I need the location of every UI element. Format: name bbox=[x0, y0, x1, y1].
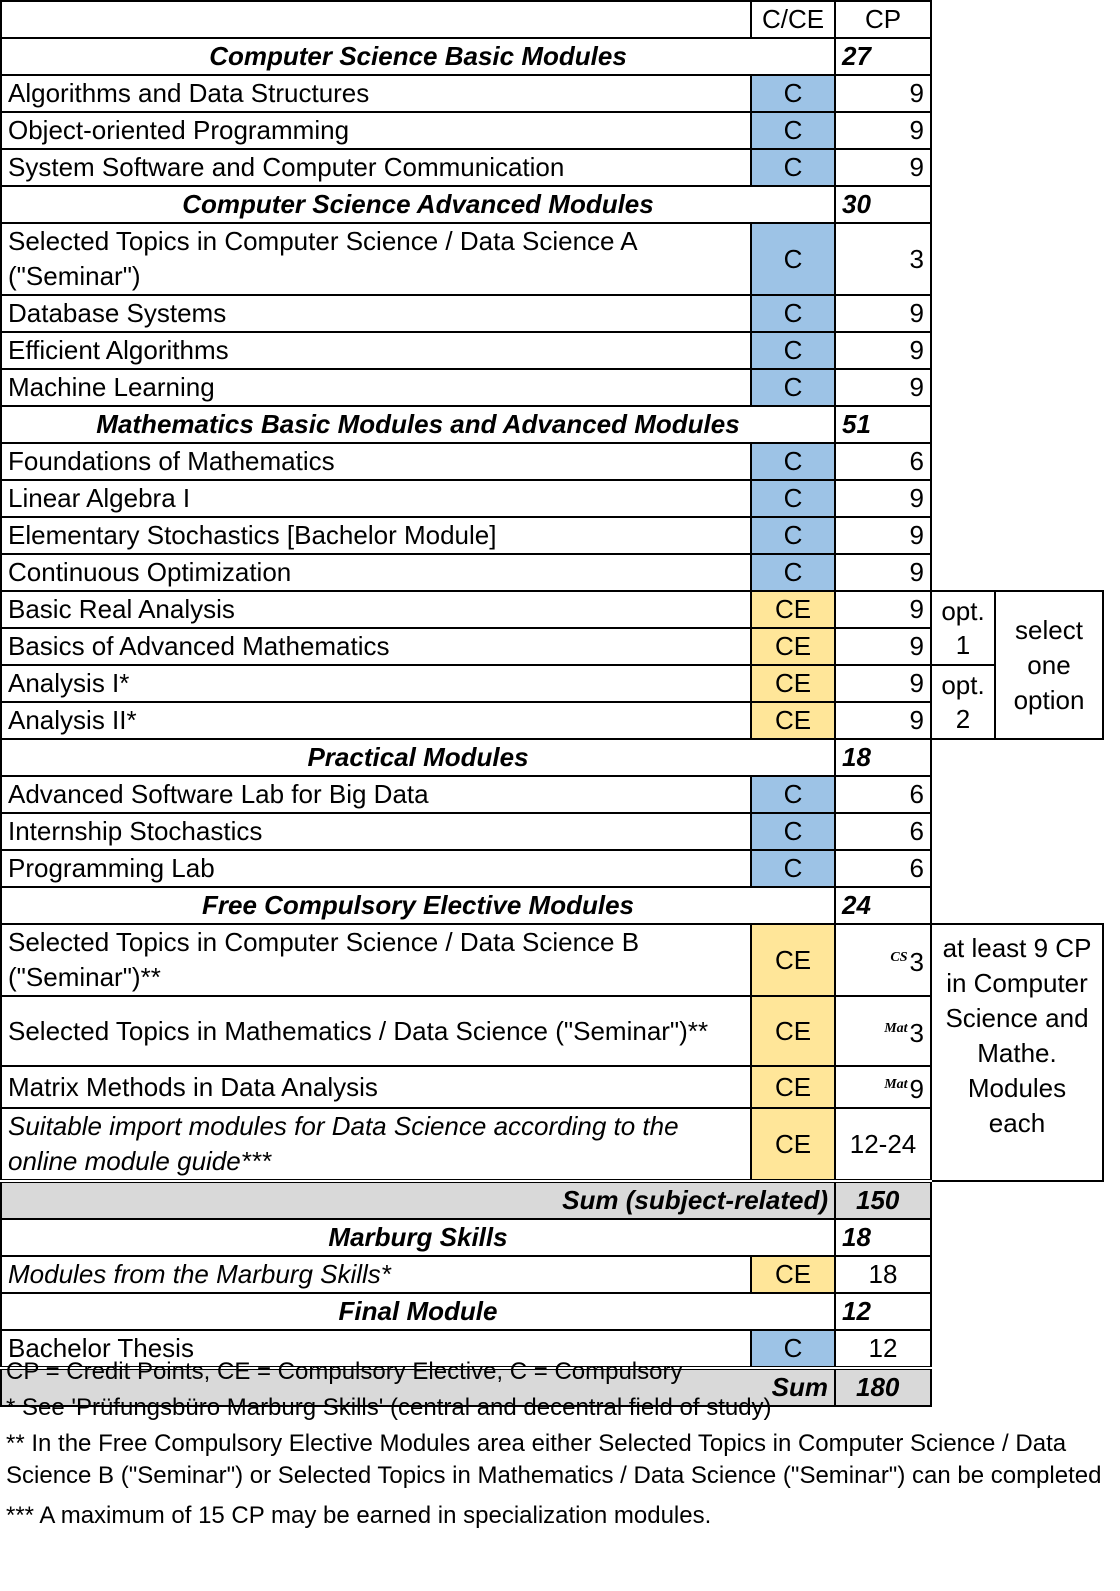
module-type: C bbox=[751, 112, 835, 149]
module-type: CE bbox=[751, 1066, 835, 1108]
module-type: CE bbox=[751, 665, 835, 702]
module-type: C bbox=[751, 332, 835, 369]
subject-sum-label: Sum (subject-related) bbox=[1, 1181, 835, 1219]
mat-tag: Mat bbox=[884, 1021, 908, 1036]
module-type: C bbox=[751, 813, 835, 850]
section-title: Mathematics Basic Modules and Advanced Modules bbox=[1, 406, 835, 443]
table-row bbox=[1, 813, 1103, 850]
module-cp: 9 bbox=[835, 480, 931, 517]
module-type: C bbox=[751, 75, 835, 112]
subject-sum-cp: 150 bbox=[835, 1181, 931, 1219]
section-row bbox=[1, 887, 1103, 924]
module-name: Machine Learning bbox=[1, 369, 751, 406]
header-cp: CP bbox=[835, 1, 931, 38]
section-row bbox=[1, 38, 1103, 75]
module-type: C bbox=[751, 369, 835, 406]
section-row bbox=[1, 1219, 1103, 1256]
option-2-label: opt. 2 bbox=[931, 665, 995, 739]
module-type: C bbox=[751, 149, 835, 186]
table-row bbox=[1, 924, 1103, 996]
free-elective-note: at least 9 CP in Computer Science and Mathe. Modules each bbox=[931, 924, 1103, 1181]
header-type: C/CE bbox=[751, 1, 835, 38]
select-one-option-note: select one option bbox=[995, 591, 1103, 739]
section-title: Marburg Skills bbox=[1, 1219, 835, 1256]
module-name: Efficient Algorithms bbox=[1, 332, 751, 369]
module-cp: 9 bbox=[835, 591, 931, 628]
total-label: Sum bbox=[1, 1368, 835, 1406]
footnote-2: ** In the Free Compulsory Elective Modules area either Selected Topics in Computer Science / Data Science B ("Seminar") or Selected Topics in Mathematics / Data Science ("Seminar") can be completed bbox=[6, 1430, 1102, 1489]
module-cp-cell bbox=[835, 924, 931, 996]
module-type: C bbox=[751, 554, 835, 591]
module-cp-cell bbox=[835, 1066, 931, 1108]
module-name: Foundations of Mathematics bbox=[1, 443, 751, 480]
module-cp: 9 bbox=[835, 702, 931, 739]
table-row bbox=[1, 75, 1103, 112]
module-cp: 9 bbox=[909, 1074, 924, 1104]
module-name: Programming Lab bbox=[1, 850, 751, 887]
module-type: CE bbox=[751, 1108, 835, 1181]
module-cp: 9 bbox=[835, 75, 931, 112]
module-cp: 6 bbox=[835, 776, 931, 813]
table-row bbox=[1, 480, 1103, 517]
module-type: C bbox=[751, 776, 835, 813]
module-cp: 3 bbox=[909, 1018, 924, 1048]
table-row bbox=[1, 223, 1103, 295]
section-cp: 12 bbox=[835, 1293, 931, 1330]
section-cp: 30 bbox=[835, 186, 931, 223]
module-name: System Software and Computer Communication bbox=[1, 149, 751, 186]
module-cp: 9 bbox=[835, 628, 931, 665]
module-type: C bbox=[751, 1330, 835, 1368]
module-type: CE bbox=[751, 591, 835, 628]
table-row bbox=[1, 112, 1103, 149]
table-row bbox=[1, 776, 1103, 813]
module-cp: 3 bbox=[909, 947, 924, 977]
module-cp: 6 bbox=[835, 443, 931, 480]
module-type: CE bbox=[751, 702, 835, 739]
section-row bbox=[1, 186, 1103, 223]
module-name: Selected Topics in Mathematics / Data Science ("Seminar")** bbox=[1, 996, 751, 1066]
module-type: CE bbox=[751, 924, 835, 996]
table-row bbox=[1, 850, 1103, 887]
table-row bbox=[1, 332, 1103, 369]
module-type: C bbox=[751, 295, 835, 332]
option-1-label: opt. 1 bbox=[931, 591, 995, 665]
module-name: Basic Real Analysis bbox=[1, 591, 751, 628]
section-cp: 27 bbox=[835, 38, 931, 75]
cs-tag: CS bbox=[890, 950, 908, 965]
section-row bbox=[1, 1293, 1103, 1330]
section-cp: 51 bbox=[835, 406, 931, 443]
table-row bbox=[1, 295, 1103, 332]
section-cp: 18 bbox=[835, 1219, 931, 1256]
module-type: C bbox=[751, 443, 835, 480]
module-cp-cell bbox=[835, 996, 931, 1066]
header-row bbox=[1, 1, 1103, 38]
module-name: Database Systems bbox=[1, 295, 751, 332]
table-row bbox=[1, 517, 1103, 554]
module-name: Algorithms and Data Structures bbox=[1, 75, 751, 112]
module-cp: 9 bbox=[835, 554, 931, 591]
module-cp: 9 bbox=[835, 332, 931, 369]
module-cp: 6 bbox=[835, 850, 931, 887]
table-row bbox=[1, 149, 1103, 186]
module-cp: 18 bbox=[835, 1256, 931, 1293]
table-row bbox=[1, 554, 1103, 591]
footnote-legend: CP = Credit Points, CE = Compulsory Elective, C = Compulsory bbox=[6, 1358, 683, 1385]
module-name: Linear Algebra I bbox=[1, 480, 751, 517]
module-cp: 12 bbox=[835, 1330, 931, 1368]
module-cp: 9 bbox=[835, 149, 931, 186]
module-cp: 9 bbox=[835, 517, 931, 554]
total-cp: 180 bbox=[835, 1368, 931, 1406]
module-name: Continuous Optimization bbox=[1, 554, 751, 591]
module-name: Basics of Advanced Mathematics bbox=[1, 628, 751, 665]
module-cp: 9 bbox=[835, 665, 931, 702]
module-cp: 3 bbox=[835, 223, 931, 295]
footnote-3: *** A maximum of 15 CP may be earned in specialization modules. bbox=[6, 1502, 712, 1529]
mat-tag: Mat bbox=[884, 1077, 908, 1092]
header-empty-cell bbox=[1, 1, 751, 38]
section-row bbox=[1, 406, 1103, 443]
section-title: Free Compulsory Elective Modules bbox=[1, 887, 835, 924]
module-name: Matrix Methods in Data Analysis bbox=[1, 1066, 751, 1108]
section-title: Computer Science Advanced Modules bbox=[1, 186, 835, 223]
section-title: Computer Science Basic Modules bbox=[1, 38, 835, 75]
module-name: Selected Topics in Computer Science / Data Science A ("Seminar") bbox=[1, 223, 751, 295]
module-name: Analysis I* bbox=[1, 665, 751, 702]
module-name: Object-oriented Programming bbox=[1, 112, 751, 149]
footnote-1: * See 'Prüfungsbüro Marburg Skills' (central and decentral field of study) bbox=[6, 1394, 772, 1421]
module-name: Analysis II* bbox=[1, 702, 751, 739]
module-type: C bbox=[751, 517, 835, 554]
module-type: C bbox=[751, 480, 835, 517]
module-type: CE bbox=[751, 996, 835, 1066]
module-cp: 9 bbox=[835, 295, 931, 332]
module-name: Modules from the Marburg Skills* bbox=[1, 1256, 751, 1293]
module-name: Suitable import modules for Data Science according to the online module guide*** bbox=[1, 1108, 751, 1181]
section-title: Final Module bbox=[1, 1293, 835, 1330]
table-row bbox=[1, 1256, 1103, 1293]
section-cp: 24 bbox=[835, 887, 931, 924]
sum-row bbox=[1, 1181, 1103, 1219]
module-type: C bbox=[751, 223, 835, 295]
table-row bbox=[1, 369, 1103, 406]
section-cp: 18 bbox=[835, 739, 931, 776]
module-type: CE bbox=[751, 1256, 835, 1293]
footnotes bbox=[6, 1356, 1106, 1536]
module-name: Selected Topics in Computer Science / Data Science B ("Seminar")** bbox=[1, 924, 751, 996]
module-cp: 9 bbox=[835, 369, 931, 406]
module-type: C bbox=[751, 850, 835, 887]
table-row bbox=[1, 443, 1103, 480]
module-name: Internship Stochastics bbox=[1, 813, 751, 850]
module-name: Advanced Software Lab for Big Data bbox=[1, 776, 751, 813]
module-cp: 9 bbox=[835, 112, 931, 149]
module-name: Bachelor Thesis bbox=[1, 1330, 751, 1368]
module-cp: 6 bbox=[835, 813, 931, 850]
table-row bbox=[1, 591, 1103, 628]
section-row bbox=[1, 739, 1103, 776]
module-type: CE bbox=[751, 628, 835, 665]
section-title: Practical Modules bbox=[1, 739, 835, 776]
table-row bbox=[1, 665, 1103, 702]
module-name: Elementary Stochastics [Bachelor Module] bbox=[1, 517, 751, 554]
module-cp: 12-24 bbox=[835, 1108, 931, 1181]
